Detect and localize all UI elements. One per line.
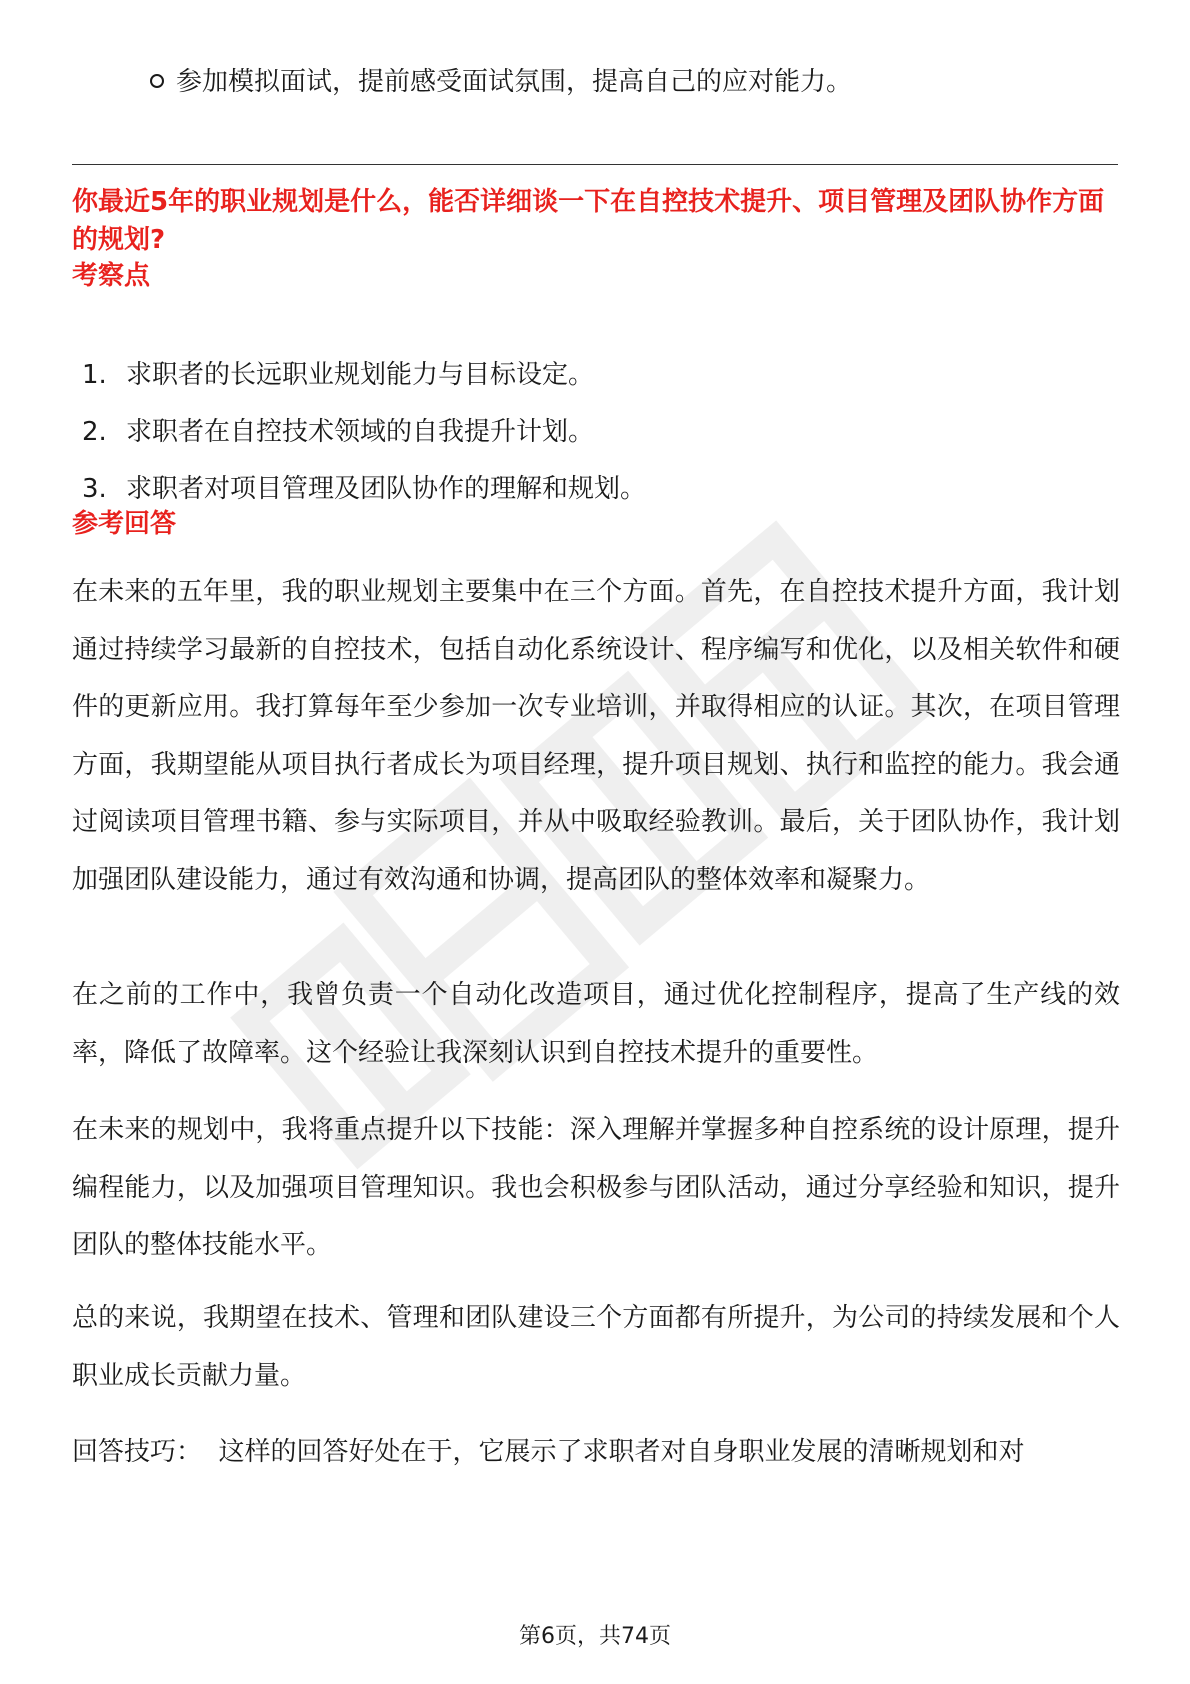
bullet-circle-icon	[150, 74, 164, 88]
list-item-text: 求职者的长远职业规划能力与目标设定。	[126, 360, 595, 390]
assessment-list	[82, 355, 1112, 526]
bullet-item	[150, 62, 852, 102]
list-item-text: 求职者在自控技术领域的自我提升计划。	[126, 417, 595, 447]
list-item	[82, 469, 1112, 526]
answer-paragraph: 在之前的工作中，我曾负责一个自动化改造项目，通过优化控制程序，提高了生产线的效率，降低了故障率。这个经验让我深刻认识到自控技术提升的重要性。	[72, 980, 1120, 1068]
answer-paragraph: 在未来的五年里，我的职业规划主要集中在三个方面。首先，在自控技术提升方面，我计划通过持续学习最新的自控技术，包括自动化系统设计、程序编写和优化，以及相关软件和硬件的更新应用。我打算每年至少参加一次专业培训，并取得相应的认证。其次，在项目管理方面，我期望能从项目执行者成长为项目经理，提升项目规划、执行和监控的能力。我会通过阅读项目管理书籍、参与实际项目，并从中吸取经验教训。最后，关于团队协作，我计划加强团队建设能力，通过有效沟通和协调，提高团队的整体效率和凝聚力。	[72, 577, 1120, 895]
list-item	[82, 355, 1112, 412]
answer-heading: 参考回答	[72, 509, 177, 539]
list-item-number: 3.	[82, 474, 107, 504]
answer-tips: 回答技巧： 这样的回答好处在于，它展示了求职者对自身职业发展的清晰规划和对	[72, 1437, 1025, 1467]
section-divider	[72, 164, 1118, 165]
question-title: 你最近5年的职业规划是什么，能否详细谈一下在自控技术提升、项目管理及团队协作方面的规划?	[72, 187, 1105, 255]
list-item	[82, 412, 1112, 469]
list-item-number: 2.	[82, 417, 107, 447]
list-item-text: 求职者对项目管理及团队协作的理解和规划。	[126, 474, 647, 504]
answer-paragraph: 在未来的规划中，我将重点提升以下技能：深入理解并掌握多种自控系统的设计原理，提升编程能力，以及加强项目管理知识。我也会积极参与团队活动，通过分享经验和知识，提升团队的整体技能水平。	[72, 1115, 1120, 1260]
page-number: 第6页，共74页	[519, 1624, 671, 1649]
bullet-text: 参加模拟面试，提前感受面试氛围，提高自己的应对能力。	[176, 67, 853, 97]
answer-paragraph: 总的来说，我期望在技术、管理和团队建设三个方面都有所提升，为公司的持续发展和个人职业成长贡献力量。	[72, 1303, 1120, 1391]
list-item-number: 1.	[82, 360, 107, 390]
assessment-heading: 考察点	[72, 261, 151, 291]
